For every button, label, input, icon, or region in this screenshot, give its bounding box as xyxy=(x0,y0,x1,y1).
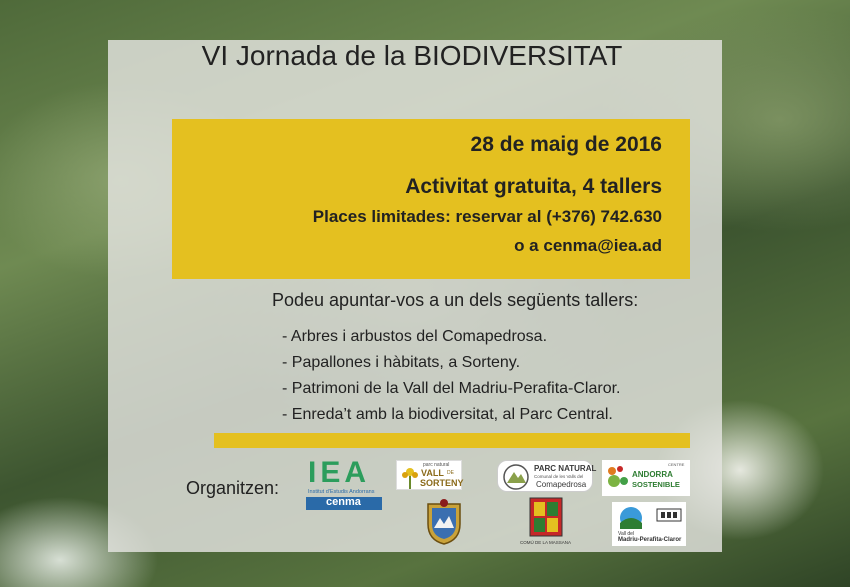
workshops-intro: Podeu apuntar-vos a un dels següents tallers: xyxy=(272,290,639,310)
cenma-label: cenma xyxy=(326,496,361,508)
andorra-sostenible-logo xyxy=(602,460,690,496)
madriu-line1: Vall del xyxy=(618,531,635,537)
sorteny-line1: VALL xyxy=(421,468,444,478)
flower-icon xyxy=(399,463,421,489)
sorteny-logo xyxy=(396,460,462,490)
event-activity: Activitat gratuita, 4 tallers xyxy=(405,175,662,198)
shield-icon xyxy=(420,498,468,546)
list-item: - Arbres i arbustos del Comapedrosa. xyxy=(282,328,548,345)
organizers-label: Organitzen: xyxy=(186,478,280,498)
event-info-box xyxy=(172,119,690,279)
sorteny-line1b: DE xyxy=(447,470,454,476)
page-title: VI Jornada de la BIODIVERSITAT xyxy=(201,40,623,71)
comapedrosa-logo xyxy=(497,460,597,492)
andorra-line1: ANDORRA xyxy=(632,470,673,479)
dots-icon xyxy=(604,463,630,493)
crest-icon xyxy=(520,496,572,540)
sorteny-line2: SORTENY xyxy=(420,478,464,488)
massana-logo xyxy=(520,496,572,548)
event-email[interactable]: o a cenma@iea.ad xyxy=(514,236,662,255)
iea-acronym: IEA xyxy=(308,456,371,489)
sorteny-top: parc natural xyxy=(423,462,450,468)
andorra-line2: SOSTENIBLE xyxy=(632,480,680,489)
event-date: 28 de maig de 2016 xyxy=(470,133,662,156)
event-places: Places limitades: reservar al (+376) 742.630 xyxy=(312,207,662,226)
comapedrosa-line2: Comunal de les Valls del xyxy=(534,474,584,479)
cenma-bar xyxy=(306,497,382,510)
andorra-top: CENTRE xyxy=(668,462,685,467)
iea-subtitle: Institut d'Estudis Andorrans xyxy=(308,489,375,495)
comapedrosa-line1: PARC NATURAL xyxy=(534,464,597,473)
list-item: - Enreda’t amb la biodiversitat, al Parc Central. xyxy=(282,406,613,423)
workshop-list xyxy=(282,324,621,428)
mountain-icon xyxy=(502,463,530,491)
comapedrosa-line3: Comapedrosa xyxy=(536,480,587,489)
coat-of-arms-logo xyxy=(420,498,468,546)
valley-icon xyxy=(616,505,650,531)
list-item: - Patrimoni de la Vall del Madriu-Perafita-Claror. xyxy=(282,380,621,397)
madriu-logo xyxy=(612,502,686,546)
massana-caption: COMÚ DE LA MASSANA xyxy=(520,540,572,545)
madriu-line2: Madriu-Perafita-Claror xyxy=(618,537,682,543)
list-item: - Papallones i hàbitats, a Sorteny. xyxy=(282,354,521,371)
unesco-icon xyxy=(656,508,682,522)
iea-logo xyxy=(306,456,382,510)
yellow-divider xyxy=(214,433,690,448)
